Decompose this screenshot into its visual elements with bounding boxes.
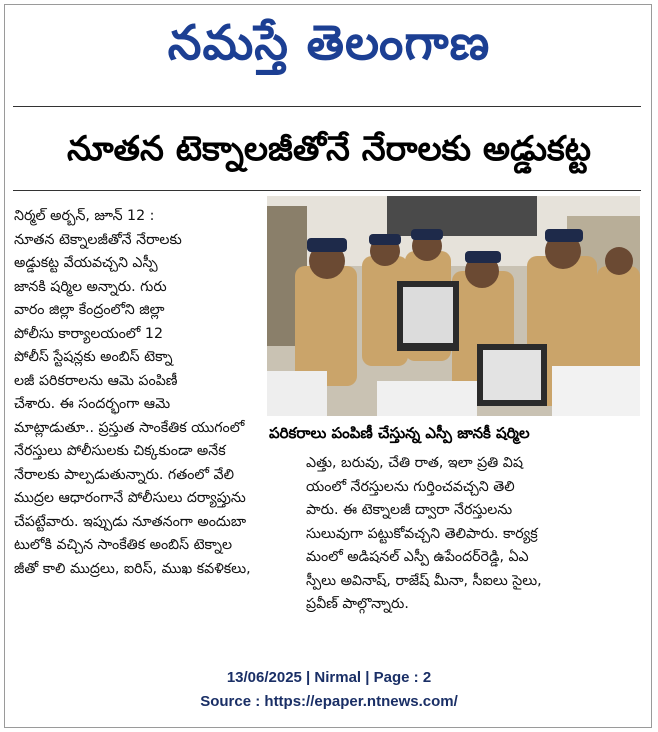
article-text-line: లజీ పరికరాలను ఆమె పంపిణీ bbox=[14, 372, 178, 389]
article-headline: నూతన టెక్నాలజీతోనే నేరాలకు అడ్డుకట్ట bbox=[66, 129, 592, 169]
newspaper-masthead bbox=[0, 4, 658, 82]
article-text-line: జానకి షర్మిల అన్నారు. గురు bbox=[14, 278, 167, 295]
article-photo bbox=[267, 196, 640, 416]
article-text-line: నేరాలకు పాల్పడుతున్నారు. గతంలో వేలి bbox=[14, 466, 235, 483]
footer-source: Source : https://epaper.ntnews.com/ bbox=[200, 693, 458, 710]
article-text-line: అడ్డుకట్ట వేయవచ్చని ఎస్పీ bbox=[14, 255, 158, 271]
article-text-line: నేరస్తులు పోలీసులకు చిక్కకుండా అనేక bbox=[14, 443, 226, 459]
article-text-line: చేశారు. ఈ సందర్భంగా ఆమె bbox=[14, 396, 171, 412]
footer-meta: 13/06/2025 | Nirmal | Page : 2 bbox=[226, 669, 432, 686]
article-text-line: ఎత్తు, బరువు, చేతి రాత, ఇలా ప్రతి విష bbox=[306, 455, 523, 471]
article-text-line: సులువుగా పట్టుకోవచ్చని తెలిపారు. కార్యక్ర bbox=[306, 525, 538, 542]
article-text-line: మంలో అడిషనల్ ఎస్పీ ఉపేందర్‌రెడ్డి, ఏఎ bbox=[306, 549, 529, 565]
article-text-line: ముద్రల ఆధారంగానే పోలీసులు దర్యాప్తును bbox=[14, 490, 246, 506]
masthead-title: నమస్తే తెలంగాణ bbox=[167, 15, 491, 71]
article-text-line: మాట్లాడుతూ.. ప్రస్తుత సాంకేతిక యుగంలో bbox=[14, 419, 245, 436]
article-text-line: చేపట్టేవారు. ఇప్పుడు నూతనంగా అందుబా bbox=[14, 513, 247, 530]
article-text-line: నిర్మల్ అర్బన్, జూన్ 12 : bbox=[14, 208, 155, 224]
article-right-column bbox=[306, 452, 640, 617]
article-text-line: యంలో నేరస్తులను గుర్తించవచ్చని తెలి bbox=[306, 478, 515, 495]
article-text-line: పోలీసు కార్యాలయంలో 12 bbox=[14, 325, 163, 342]
article-text-line: స్పీలు అవినాష్, రాజేష్ మీనా, సీఐలు సైలు, bbox=[306, 572, 542, 589]
article-text-line: జీతో కాలి ముద్రలు, ఐరిస్, ముఖ కవళికలు, bbox=[14, 560, 251, 577]
article-text-line: ప్రవీణ్ పాల్గొన్నారు. bbox=[306, 596, 409, 612]
top-divider bbox=[13, 106, 641, 107]
article-text-line: పోలీస్ స్టేషన్లకు అంబిస్ టెక్నా bbox=[14, 349, 173, 365]
photo-caption: పరికరాలు పంపిణీ చేస్తున్న ఎస్పీ జానకీ షర్మిల bbox=[269, 424, 530, 442]
article-text-line: టులోకి వచ్చిన సాంకేతిక అంబిస్ టెక్నాల bbox=[14, 537, 233, 553]
article-text-line: పారు. ఈ టెక్నాలజీ ద్వారా నేరస్తులను bbox=[306, 502, 513, 518]
headline-divider bbox=[13, 190, 641, 191]
article-text-line: నూతన టెక్నాలజీతోనే నేరాలకు bbox=[14, 231, 182, 248]
article-left-column bbox=[14, 205, 260, 581]
police-officers-photo bbox=[267, 196, 640, 416]
article-text-line: వారం జిల్లా కేంద్రంలోని జిల్లా bbox=[14, 302, 165, 318]
